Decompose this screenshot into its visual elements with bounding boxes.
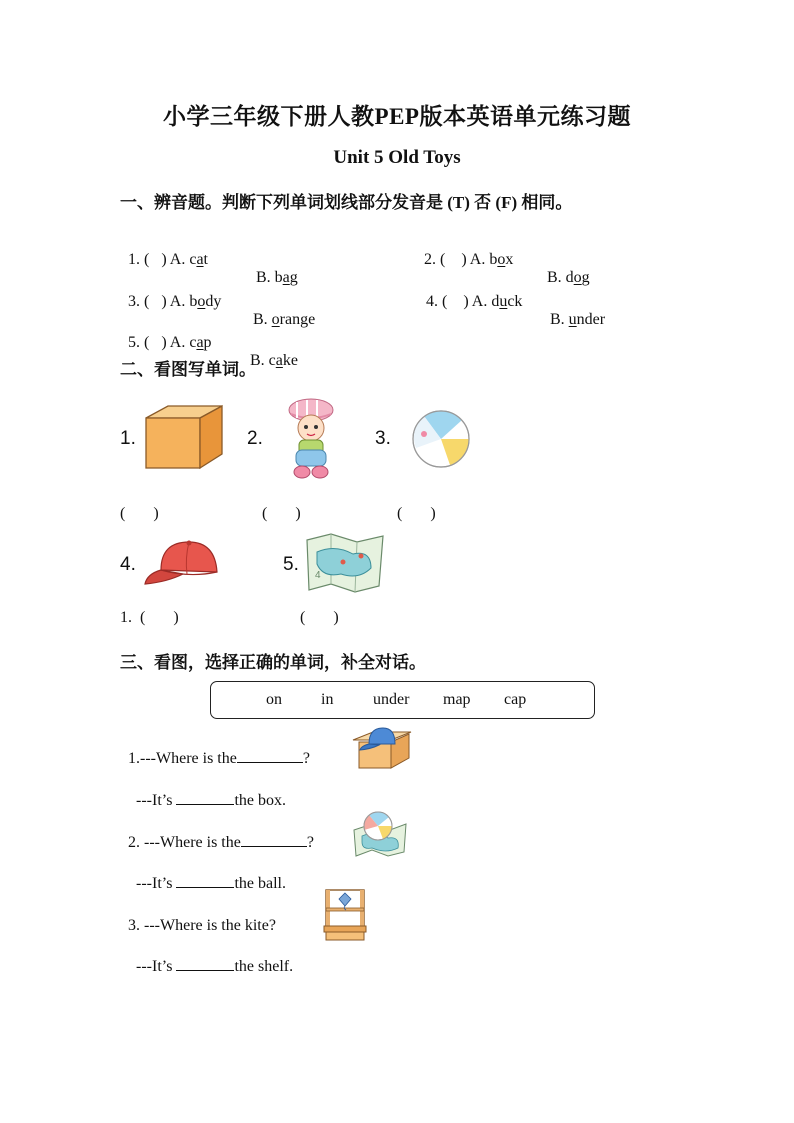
pic-number-3: 3. <box>375 428 391 449</box>
question-3: 3. ( ) A. body B. orange <box>128 293 316 328</box>
answer-blank[interactable] <box>241 845 307 847</box>
pic-number-4: 4. <box>120 554 136 575</box>
dialogue-3-answer: ---It’s the shelf. <box>136 958 294 975</box>
dialogue-2-question: 2. ---Where is the ? <box>128 834 314 851</box>
cap-in-box-picture <box>351 726 413 770</box>
dialogue-2-answer: ---It’s the ball. <box>136 875 286 892</box>
pic-number-2: 2. <box>247 428 263 449</box>
word-bank-word: map <box>443 691 471 708</box>
answer-blank[interactable] <box>237 761 303 763</box>
unit-title: Unit 5 Old Toys <box>333 147 461 168</box>
word-bank-box <box>210 681 595 719</box>
pic-number-1: 1. <box>120 428 136 449</box>
page-title: 小学三年级下册人教PEP版本英语单元练习题 <box>163 104 631 129</box>
dialogue-1-question: 1.---Where is the ? <box>128 750 310 767</box>
answer-paren-4: 1. ( ) <box>120 609 179 626</box>
word-bank-word: in <box>321 691 334 708</box>
dialogue-3-question: 3. ---Where is the kite? <box>128 917 276 934</box>
question-5: 5. ( ) A. cap B. cake <box>128 334 298 369</box>
answer-paren-3: ( ) <box>397 505 436 522</box>
answer-paren-1: ( ) <box>120 505 159 522</box>
word-bank-word: cap <box>504 691 527 708</box>
section3-heading: 三、看图，选择正确的单词，补全对话。 <box>120 653 426 672</box>
answer-paren-5: ( ) <box>300 609 339 626</box>
question-4: 4. ( ) A. duck B. under <box>426 293 606 328</box>
cap-picture <box>143 538 221 588</box>
section2-heading: 二、看图写单词。 <box>120 360 256 379</box>
section1-heading: 一、辨音题。判断下列单词划线部分发音是 (T) 否 (F) 相同。 <box>120 193 573 212</box>
word-bank-word: under <box>373 691 410 708</box>
question-2: 2. ( ) A. box B. dog <box>424 251 590 286</box>
answer-paren-2: ( ) <box>262 505 301 522</box>
box-picture <box>142 404 226 470</box>
word-bank-word: on <box>266 691 282 708</box>
svg-text:4: 4 <box>315 570 321 581</box>
answer-blank[interactable] <box>176 969 234 971</box>
doll-picture <box>283 396 339 480</box>
kite-on-shelf-picture <box>322 888 368 942</box>
answer-blank[interactable] <box>176 886 234 888</box>
ball-picture <box>410 408 472 470</box>
map-picture <box>305 532 385 594</box>
question-1: 1. ( ) A. cat B. bag <box>128 251 298 286</box>
answer-blank[interactable] <box>176 803 234 805</box>
pic-number-5: 5. <box>283 554 299 575</box>
dialogue-1-answer: ---It’s the box. <box>136 792 286 809</box>
map-under-ball-picture <box>352 808 408 858</box>
